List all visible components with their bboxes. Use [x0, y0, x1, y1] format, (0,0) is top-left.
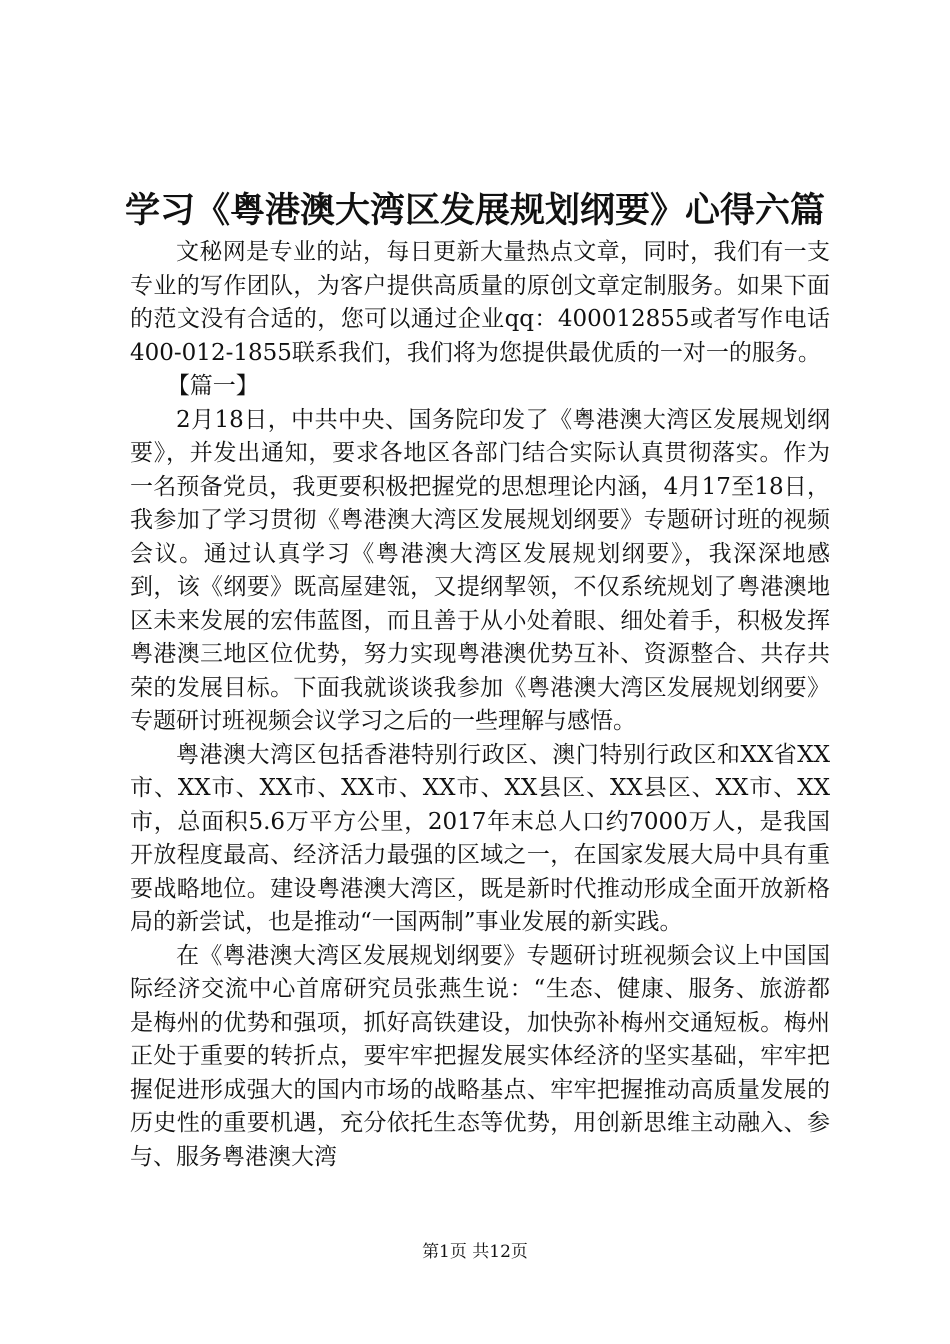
document-body: [130, 236, 830, 1174]
body-paragraph-1: 2月18日，中共中央、国务院印发了《粤港澳大湾区发展规划纲要》，并发出通知，要求各地区各部门结合实际认真贯彻落实。作为一名预备党员，我更要积极把握党的思想理论内涵，4月17至18日，我参加了学习贯彻《粤港澳大湾区发展规划纲要》专题研讨班的视频会议。通过认真学习《粤港澳大湾区发展规划纲要》，我深深地感到，该《纲要》既高屋建瓴，又提纲挈领，不仅系统规划了粤港澳地区未来发展的宏伟蓝图，而且善于从小处着眼、细处着手，积极发挥粤港澳三地区位优势，努力实现粤港澳优势互补、资源整合、共存共荣的发展目标。下面我就谈谈我参加《粤港澳大湾区发展规划纲要》专题研讨班视频会议学习之后的一些理解与感悟。: [130, 406, 830, 734]
body-paragraph-3: 在《粤港澳大湾区发展规划纲要》专题研讨班视频会议上中国国际经济交流中心首席研究员张燕生说：“生态、健康、服务、旅游都是梅州的优势和强项，抓好高铁建设，加快弥补梅州交通短板。梅州正处于重要的转折点，要牢牢把握发展实体经济的坚实基础，牢牢把握促进形成强大的国内市场的战略基点、牢牢把握推动高质量发展的历史性的重要机遇，充分依托生态等优势，用创新思维主动融入、参与、服务粤港澳大湾: [130, 942, 830, 1170]
document-title: 学习《粤港澳大湾区发展规划纲要》心得六篇: [125, 191, 826, 231]
intro-paragraph: 文秘网是专业的站，每日更新大量热点文章，同时，我们有一支专业的写作团队，为客户提供高质量的原创文章定制服务。如果下面的范文没有合适的，您可以通过企业qq：400012855或者写作电话400-012-1855联系我们，我们将为您提供最优质的一对一的服务。: [130, 239, 830, 366]
page-number: 第1页: [422, 1242, 467, 1262]
page-footer: [0, 1240, 950, 1264]
total-pages: 共12页: [472, 1242, 528, 1262]
section-label: 【篇一】: [166, 373, 259, 399]
body-paragraph-2: 粤港澳大湾区包括香港特别行政区、澳门特别行政区和XX省XX市、XX市、XX市、XX市、XX市、XX县区、XX县区、XX市、XX市，总面积5.6万平方公里，2017年末总人口约7000万人，是我国开放程度最高、经济活力最强的区域之一，在国家发展大局中具有重要战略地位。建设粤港澳大湾区，既是新时代推动形成全面开放新格局的新尝试，也是推动“一国两制”事业发展的新实践。: [130, 741, 830, 935]
